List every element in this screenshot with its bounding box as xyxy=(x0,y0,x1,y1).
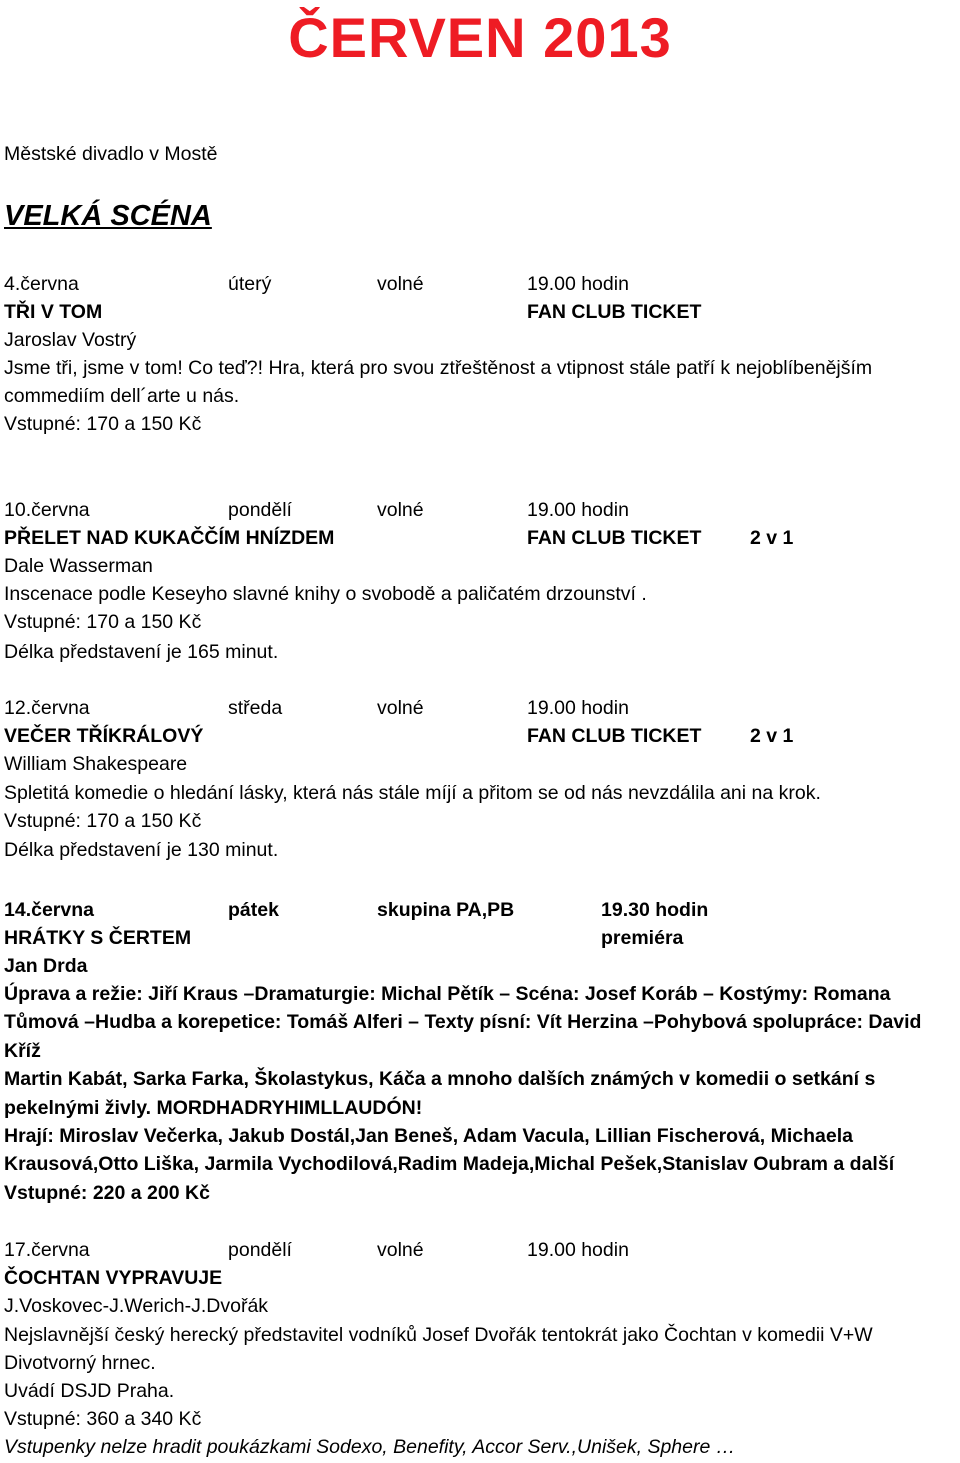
event-author: Jan Drda xyxy=(4,955,88,977)
event-4-header xyxy=(4,896,954,924)
event-status: volné xyxy=(377,273,424,295)
event-time: 19.00 hodin xyxy=(527,1239,629,1261)
event-date: 17.června xyxy=(4,1239,90,1261)
event-date: 12.června xyxy=(4,697,90,719)
event-status: skupina PA,PB xyxy=(377,899,515,921)
event-author: Dale Wasserman xyxy=(4,555,153,577)
event-price: Vstupné: 360 a 340 Kč xyxy=(4,1408,202,1430)
event-status: volné xyxy=(377,499,424,521)
event-desc: pekelnými živly. MORDHADRYHIMLLAUDÓN! xyxy=(4,1097,423,1119)
event-price: Vstupné: 170 a 150 Kč xyxy=(4,611,202,633)
event-desc: Krausová,Otto Liška, Jarmila Vychodilová,Radim Madeja,Michal Pešek,Stanislav Oubram a další xyxy=(4,1153,895,1175)
event-time: 19.00 hodin xyxy=(527,273,629,295)
event-3-title-row xyxy=(4,722,954,750)
event-desc: Kříž xyxy=(4,1040,41,1062)
event-title: VEČER TŘÍKRÁLOVÝ xyxy=(4,725,204,747)
event-ticket: FAN CLUB TICKET xyxy=(527,725,702,747)
event-ticket: premiéra xyxy=(601,927,684,949)
event-desc: Inscenace podle Keseyho slavné knihy o svobodě a paličatém drzounství . xyxy=(4,583,647,605)
event-author: Jaroslav Vostrý xyxy=(4,329,137,351)
event-date: 14.června xyxy=(4,899,94,921)
event-time: 19.00 hodin xyxy=(527,499,629,521)
event-price: Vstupné: 170 a 150 Kč xyxy=(4,810,202,832)
event-ticket: FAN CLUB TICKET xyxy=(527,527,702,549)
event-title: PŘELET NAD KUKAČČÍM HNÍZDEM xyxy=(4,527,335,549)
stage-heading: VELKÁ SCÉNA xyxy=(4,200,212,232)
event-4-title-row xyxy=(4,924,954,952)
event-title: HRÁTKY S ČERTEM xyxy=(4,927,192,949)
event-desc: Martin Kabát, Sarka Farka, Školastykus, Káča a mnoho dalších známých v komedii o setkání s xyxy=(4,1068,876,1090)
event-time: 19.30 hodin xyxy=(601,899,709,921)
event-length: Délka představení je 130 minut. xyxy=(4,839,279,861)
event-2-header xyxy=(4,496,954,524)
event-price: Vstupné: 220 a 200 Kč xyxy=(4,1182,210,1204)
event-author: William Shakespeare xyxy=(4,753,188,775)
event-author: J.Voskovec-J.Werich-J.Dvořák xyxy=(4,1295,269,1317)
event-price: Vstupné: 170 a 150 Kč xyxy=(4,413,202,435)
page-title: ČERVEN 2013 xyxy=(288,6,672,69)
event-desc: Nejslavnější český herecký představitel vodníků Josef Dvořák tentokrát jako Čochtan v komedii V+W xyxy=(4,1324,873,1346)
event-ticket: FAN CLUB TICKET xyxy=(527,301,702,323)
event-desc: Tůmová –Hudba a korepetice: Tomáš Alferi – Texty písní: Vít Herzina –Pohybová spolupráce: David xyxy=(4,1011,922,1033)
event-desc: Spletitá komedie o hledání lásky, která nás stále míjí a přitom se od nás nevzdálila ani na krok. xyxy=(4,782,821,804)
event-title: TŘI V TOM xyxy=(4,301,103,323)
event-day: pondělí xyxy=(228,499,292,521)
event-day: pátek xyxy=(228,899,279,921)
event-date: 10.června xyxy=(4,499,90,521)
event-desc: Jsme tři, jsme v tom! Co teď?! Hra, která pro svou ztřeštěnost a vtipnost stále patří k nejoblíbenějším xyxy=(4,357,873,379)
event-offer: 2 v 1 xyxy=(750,725,794,747)
event-day: úterý xyxy=(228,273,272,295)
event-offer: 2 v 1 xyxy=(750,527,794,549)
event-3-header xyxy=(4,694,954,722)
event-5-header xyxy=(4,1236,954,1264)
event-date: 4.června xyxy=(4,273,79,295)
event-desc: Úprava a režie: Jiří Kraus –Dramaturgie: Michal Pětík – Scéna: Josef Koráb – Kostýmy: Romana xyxy=(4,983,891,1005)
footer-note: Vstupenky nelze hradit poukázkami Sodexo, Benefity, Accor Serv.,Unišek, Sphere … xyxy=(4,1436,736,1458)
event-desc: Divotvorný hrnec. xyxy=(4,1352,156,1374)
event-length: Délka představení je 165 minut. xyxy=(4,641,279,663)
event-status: volné xyxy=(377,1239,424,1261)
event-2-title-row xyxy=(4,524,954,552)
event-title: ČOCHTAN VYPRAVUJE xyxy=(4,1267,223,1289)
event-desc: commediím dell´arte u nás. xyxy=(4,385,240,407)
event-time: 19.00 hodin xyxy=(527,697,629,719)
event-day: středa xyxy=(228,697,283,719)
venue-name: Městské divadlo v Mostě xyxy=(4,143,218,165)
event-day: pondělí xyxy=(228,1239,292,1261)
event-status: volné xyxy=(377,697,424,719)
event-desc: Hrají: Miroslav Večerka, Jakub Dostál,Jan Beneš, Adam Vacula, Lillian Fischerová, Michaela xyxy=(4,1125,853,1147)
event-desc: Uvádí DSJD Praha. xyxy=(4,1380,175,1402)
event-1-title-row xyxy=(4,298,954,326)
event-1-header xyxy=(4,270,954,298)
